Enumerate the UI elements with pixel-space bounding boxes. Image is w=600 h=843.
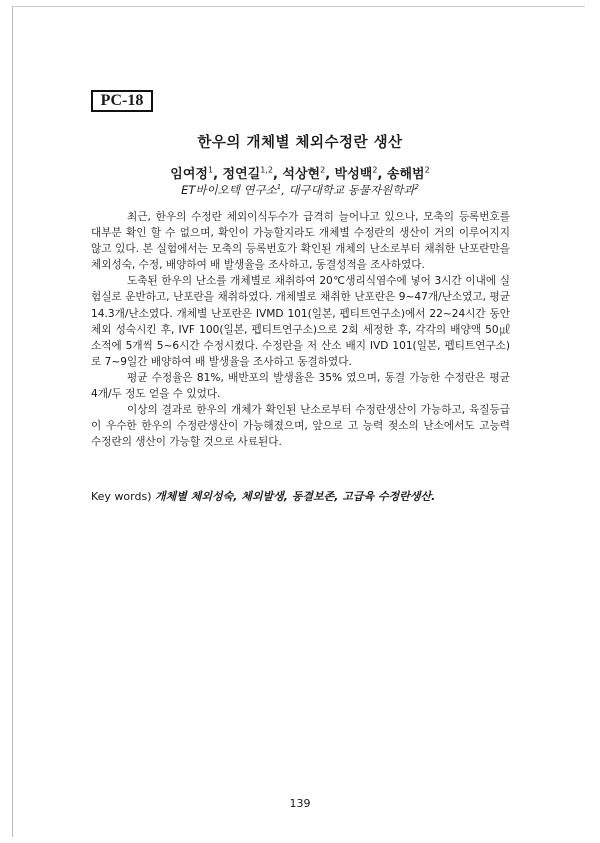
author-name: 정연길	[222, 167, 261, 182]
author-name: 임여정	[170, 167, 208, 182]
keywords-label: Key words)	[91, 490, 152, 503]
abstract-code-box: PC-18	[91, 90, 153, 112]
author-affil-mark: 2	[320, 165, 326, 175]
author-affil-mark: 2	[372, 165, 378, 175]
author-affil-mark: 1	[207, 165, 214, 175]
affiliation-name: 대구대학교 동물자원학과	[288, 183, 415, 197]
page-number: 139	[289, 797, 311, 810]
author-name: 석상현	[282, 167, 321, 182]
affiliation-name: ET바이오텍 연구소	[181, 183, 277, 197]
affiliation-line: ET바이오텍 연구소$^1$, 대구대학교 동물자원학과$^2$	[181, 183, 419, 197]
author-name: 박성백	[334, 167, 373, 182]
abstract-paragraph: 도축된 한우의 난소를 개체별로 채취하여 20℃생리식염수에 넣어 3시간 이내에 실험실로 운반하고, 난포란을 채취하였다. 개체별로 채취한 난포란은 9~47개/난소였고, 평균 14.3개/난소였다. 개체별 난포란은 IVMD 101(일본, 펩티트연구소)에서 22~24시간 동안 체외 성숙시킨 후, IVF 100(일본, 펩티트연구소)으로 2회 세정한 후, 각각의 배양액 50㎕ 소적에 5개씩 5~6시간 수정시켰다. 수정란을 저 산소 배지 IVD 101(일본, 펩티트연구소)로 7~9일간 배양하여 배 발생율을 조사하고 동결하였다.	[91, 275, 510, 368]
keywords-line	[91, 488, 531, 504]
abstract-paragraph: 이상의 결과로 한우의 개체가 확인된 난소로부터 수정란생산이 가능하고, 육질등급이 우수한 한우의 수정란생산이 가능해졌으며, 앞으로 고 능력 젖소의 난소에서도 고능력 수정란의 생산이 가능할 것으로 사료된다.	[91, 404, 510, 449]
abstract-paragraph: 최근, 한우의 수정란 체외이식두수가 급격히 늘어나고 있으나, 모축의 등록번호를 대부분 확인 할 수 없으며, 확인이 가능할지라도 개체별 수정란의 생산이 거의 이루어지지 않고 있다. 본 실험에서는 모축의 등록번호가 확인된 개체의 난소로부터 채취한 난포란만을 체외성숙, 수정, 배양하여 배 발생율을 조사하고, 동결성적을 조사하였다.	[91, 211, 510, 272]
author-list: 임여정$^1$, 정연길$^{1,2}$, 석상현$^2$, 박성백$^2$, 송해범$^2$	[170, 165, 430, 182]
abstract-body	[91, 209, 510, 450]
abstract-paragraph: 평균 수정율은 81%, 배반포의 발생율은 35% 였으며, 동결 가능한 수정란은 평균 4개/두 정도 얻을 수 있었다.	[91, 371, 510, 401]
keywords-list: 개체별 체외성숙, 체외발생, 동결보존, 고급육 수정란생산.	[155, 490, 436, 503]
author-affil-mark: 1,2	[260, 165, 273, 175]
affiliation-mark: 2	[414, 183, 419, 192]
affiliation-mark: 1	[276, 183, 282, 192]
paper-title: 한우의 개체별 체외수정란 생산	[197, 135, 403, 151]
author-affil-mark: 2	[424, 165, 430, 175]
author-name: 송해범	[386, 167, 425, 182]
